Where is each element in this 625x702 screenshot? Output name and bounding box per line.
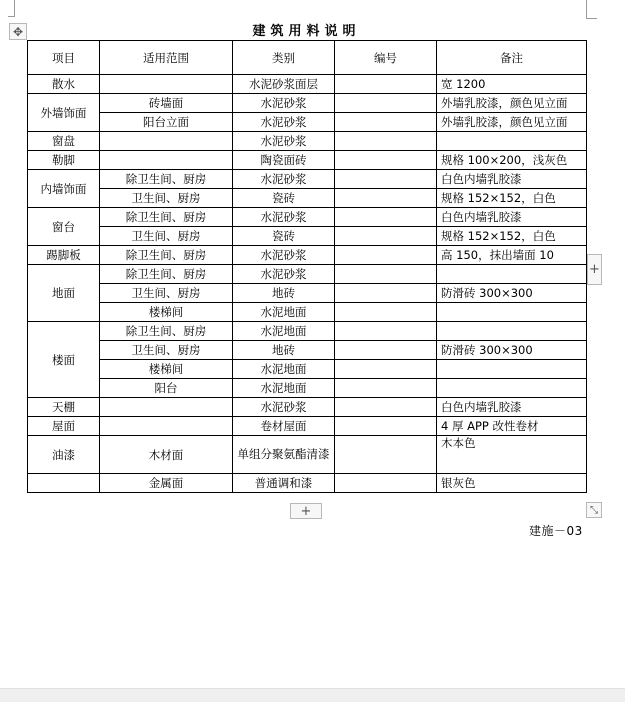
cell-scope[interactable]: 卫生间、厨房 <box>100 227 233 246</box>
cell-remarks[interactable]: 防滑砖 300×300 <box>437 284 587 303</box>
table-row <box>28 94 587 113</box>
header-item: 项目 <box>28 41 100 75</box>
cell-remarks[interactable]: 银灰色 <box>437 474 587 493</box>
cell-scope[interactable]: 除卫生间、厨房 <box>100 246 233 265</box>
table-resize-handle-icon[interactable]: ⤡ <box>586 502 602 518</box>
cell-scope[interactable]: 楼梯间 <box>100 303 233 322</box>
table-row <box>28 417 587 436</box>
cell-remarks[interactable]: 外墙乳胶漆，颜色见立面 <box>437 94 587 113</box>
cell-code[interactable] <box>335 322 437 341</box>
cell-scope[interactable] <box>100 151 233 170</box>
cell-category[interactable]: 水泥砂浆 <box>233 170 335 189</box>
table-row <box>28 284 587 303</box>
cell-scope[interactable]: 卫生间、厨房 <box>100 284 233 303</box>
table-row <box>28 265 587 284</box>
cell-code[interactable] <box>335 75 437 94</box>
cell-category[interactable]: 单组分聚氨酯清漆 <box>233 436 335 474</box>
cell-category[interactable]: 陶瓷面砖 <box>233 151 335 170</box>
cell-remarks[interactable]: 白色内墙乳胶漆 <box>437 398 587 417</box>
cell-code[interactable] <box>335 227 437 246</box>
page-corner-mark-top-left <box>8 0 15 17</box>
table-row <box>28 379 587 398</box>
cell-remarks[interactable]: 规格 100×200，浅灰色 <box>437 151 587 170</box>
cell-remarks[interactable]: 高 150，抹出墙面 10 <box>437 246 587 265</box>
cell-category[interactable]: 瓷砖 <box>233 189 335 208</box>
cell-scope[interactable]: 除卫生间、厨房 <box>100 170 233 189</box>
cell-category[interactable]: 水泥砂浆 <box>233 246 335 265</box>
table-header-row <box>28 41 587 75</box>
cell-category[interactable]: 水泥砂浆 <box>233 113 335 132</box>
cell-item[interactable]: 散水 <box>28 75 100 94</box>
cell-remarks[interactable]: 白色内墙乳胶漆 <box>437 170 587 189</box>
sheet-number: 建施－03 <box>529 524 583 538</box>
cell-code[interactable] <box>335 189 437 208</box>
table-row <box>28 132 587 151</box>
add-row-button[interactable]: + <box>290 503 322 519</box>
table-row <box>28 170 587 189</box>
cell-category[interactable]: 水泥砂浆面层 <box>233 75 335 94</box>
table-row <box>28 474 587 493</box>
cell-item[interactable]: 勒脚 <box>28 151 100 170</box>
cell-scope[interactable]: 阳台 <box>100 379 233 398</box>
cell-scope[interactable] <box>100 132 233 151</box>
cell-scope[interactable]: 除卫生间、厨房 <box>100 208 233 227</box>
table-row <box>28 227 587 246</box>
cell-category[interactable]: 地砖 <box>233 284 335 303</box>
table-row <box>28 322 587 341</box>
cell-code[interactable] <box>335 246 437 265</box>
table-row <box>28 75 587 94</box>
cell-remarks[interactable] <box>437 303 587 322</box>
header-category: 类别 <box>233 41 335 75</box>
document-title: 建筑用料说明 <box>252 24 361 39</box>
table-row <box>28 341 587 360</box>
cell-remarks[interactable] <box>437 265 587 284</box>
table-row <box>28 398 587 417</box>
cell-code[interactable] <box>335 474 437 493</box>
cell-scope[interactable]: 楼梯间 <box>100 360 233 379</box>
cell-code[interactable] <box>335 398 437 417</box>
cell-item[interactable]: 踢脚板 <box>28 246 100 265</box>
cell-scope[interactable]: 木材面 <box>100 436 233 474</box>
cell-item[interactable]: 窗盘 <box>28 132 100 151</box>
table-row <box>28 113 587 132</box>
cell-code[interactable] <box>335 341 437 360</box>
cell-item[interactable]: 天棚 <box>28 398 100 417</box>
cell-remarks[interactable]: 宽 1200 <box>437 75 587 94</box>
cell-code[interactable] <box>335 379 437 398</box>
cell-category[interactable]: 水泥砂浆 <box>233 265 335 284</box>
cell-remarks[interactable]: 外墙乳胶漆，颜色见立面 <box>437 113 587 132</box>
cell-item[interactable]: 地面 <box>28 265 100 322</box>
cell-scope[interactable]: 卫生间、厨房 <box>100 341 233 360</box>
cell-remarks[interactable] <box>437 379 587 398</box>
cell-code[interactable] <box>335 436 437 474</box>
cell-category[interactable]: 水泥地面 <box>233 379 335 398</box>
table-row <box>28 246 587 265</box>
cell-scope[interactable]: 金属面 <box>100 474 233 493</box>
cell-item[interactable]: 外墙饰面 <box>28 94 100 132</box>
cell-category[interactable]: 普通调和漆 <box>233 474 335 493</box>
cell-code[interactable] <box>335 360 437 379</box>
cell-remarks[interactable]: 木本色 <box>437 436 587 474</box>
cell-category[interactable]: 瓷砖 <box>233 227 335 246</box>
add-column-button[interactable]: + <box>587 254 602 285</box>
cell-code[interactable] <box>335 132 437 151</box>
cell-code[interactable] <box>335 208 437 227</box>
table-row <box>28 151 587 170</box>
cell-item[interactable] <box>28 474 100 493</box>
cell-code[interactable] <box>335 303 437 322</box>
cell-scope[interactable] <box>100 417 233 436</box>
table-row <box>28 360 587 379</box>
table-row <box>28 208 587 227</box>
cell-item[interactable]: 屋面 <box>28 417 100 436</box>
cell-scope[interactable]: 阳台立面 <box>100 113 233 132</box>
cell-remarks[interactable]: 规格 152×152，白色 <box>437 189 587 208</box>
cell-remarks[interactable] <box>437 322 587 341</box>
header-scope: 适用范围 <box>100 41 233 75</box>
cell-scope[interactable]: 砖墙面 <box>100 94 233 113</box>
cell-category[interactable]: 水泥砂浆 <box>233 94 335 113</box>
header-remarks: 备注 <box>437 41 587 75</box>
cell-item[interactable]: 楼面 <box>28 322 100 398</box>
cell-scope[interactable]: 卫生间、厨房 <box>100 189 233 208</box>
cell-code[interactable] <box>335 113 437 132</box>
cell-category[interactable]: 水泥地面 <box>233 303 335 322</box>
cell-item[interactable]: 油漆 <box>28 436 100 474</box>
cell-category[interactable]: 水泥砂浆 <box>233 208 335 227</box>
cell-code[interactable] <box>335 265 437 284</box>
page-bottom-strip <box>0 688 625 702</box>
cell-category[interactable]: 水泥地面 <box>233 360 335 379</box>
cell-category[interactable]: 水泥砂浆 <box>233 132 335 151</box>
table-row <box>28 303 587 322</box>
cell-code[interactable] <box>335 170 437 189</box>
cell-category[interactable]: 地砖 <box>233 341 335 360</box>
cell-item[interactable]: 窗台 <box>28 208 100 246</box>
cell-code[interactable] <box>335 417 437 436</box>
materials-table <box>27 40 587 493</box>
cell-remarks[interactable]: 白色内墙乳胶漆 <box>437 208 587 227</box>
cell-remarks[interactable]: 4 厚 APP 改性卷材 <box>437 417 587 436</box>
header-code: 编号 <box>335 41 437 75</box>
cell-category[interactable]: 水泥砂浆 <box>233 398 335 417</box>
cell-item[interactable]: 内墙饰面 <box>28 170 100 208</box>
page-corner-mark-top-right <box>586 0 597 19</box>
cell-code[interactable] <box>335 151 437 170</box>
table-row <box>28 189 587 208</box>
cell-remarks[interactable] <box>437 132 587 151</box>
cell-category[interactable]: 水泥地面 <box>233 322 335 341</box>
table-row <box>28 436 587 474</box>
cell-scope[interactable] <box>100 75 233 94</box>
cell-remarks[interactable]: 防滑砖 300×300 <box>437 341 587 360</box>
cell-code[interactable] <box>335 94 437 113</box>
cell-category[interactable]: 卷材屋面 <box>233 417 335 436</box>
cell-scope[interactable]: 除卫生间、厨房 <box>100 265 233 284</box>
cell-remarks[interactable]: 规格 152×152，白色 <box>437 227 587 246</box>
cell-remarks[interactable] <box>437 360 587 379</box>
cell-scope[interactable]: 除卫生间、厨房 <box>100 322 233 341</box>
cell-scope[interactable] <box>100 398 233 417</box>
table-move-handle-icon[interactable]: ✥ <box>9 23 27 40</box>
cell-code[interactable] <box>335 284 437 303</box>
